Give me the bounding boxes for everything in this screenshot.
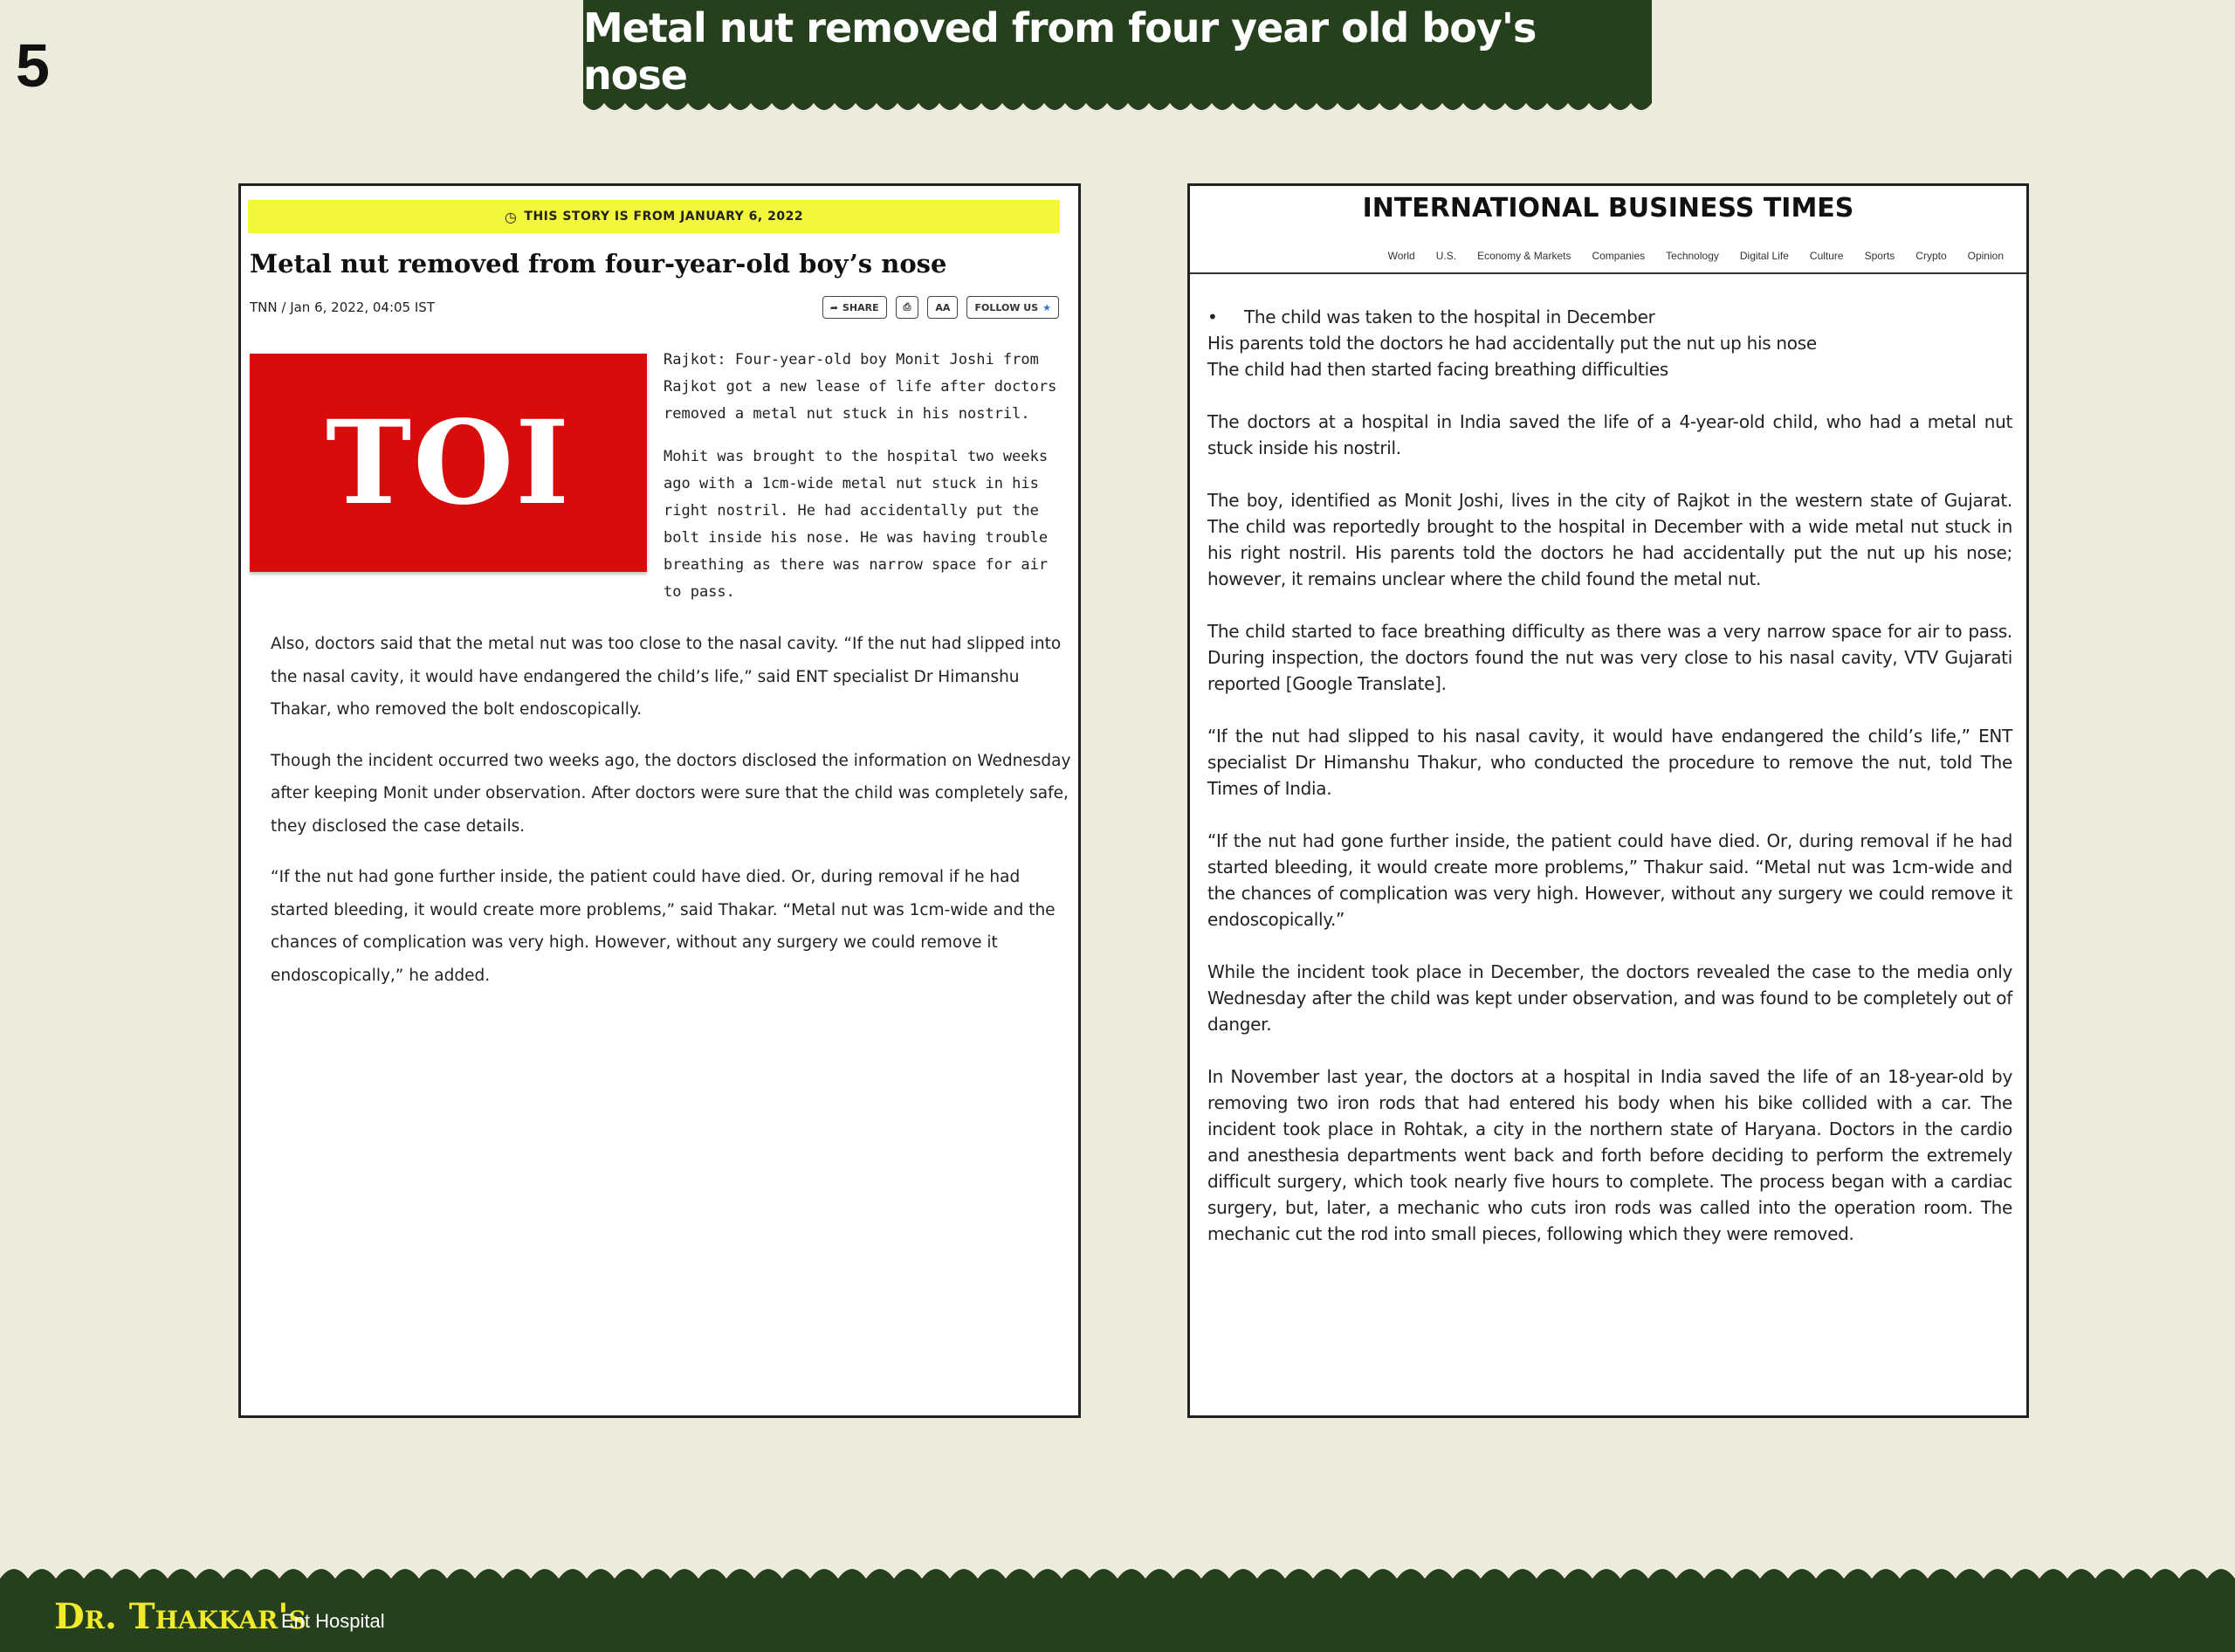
masthead-divider	[1190, 272, 2026, 274]
share-icon: ➦	[829, 301, 838, 313]
nav-item-opinion[interactable]: Opinion	[1967, 250, 2004, 262]
nav-item-us[interactable]: U.S.	[1435, 250, 1457, 262]
print-button[interactable]	[896, 296, 919, 319]
share-button[interactable]	[822, 296, 887, 319]
ibt-masthead: INTERNATIONAL BUSINESS TIMES	[1362, 193, 1854, 224]
nav-item-world[interactable]: World	[1387, 250, 1415, 262]
summary-item: • The child was taken to the hospital in December	[1207, 304, 2012, 330]
slide-title-banner	[583, 0, 1652, 103]
ibt-paragraph: “If the nut had slipped to his nasal cavity, it would have endangered the child’s life,” ENT specialist Dr Himanshu Thakur, who conducted the procedure to remove the nut, told The Times of India.	[1207, 726, 2012, 799]
font-size-label: AA	[935, 301, 951, 313]
story-date-banner	[248, 200, 1060, 233]
nav-item-sports[interactable]: Sports	[1864, 250, 1895, 262]
toi-body-paragraph: “If the nut had gone further inside, the patient could have died. Or, during removal if he had started bleeding, it would create more problems,” said Thakar. “Metal nut was 1cm-wide and the chances of complication was very high. However, without any surgery we could remove it endoscopically,” he added.	[271, 868, 1056, 985]
nav-item-crypto[interactable]: Crypto	[1915, 250, 1947, 262]
summary-item: His parents told the doctors he had accidentally put the nut up his nose	[1207, 333, 1817, 354]
toi-logo	[250, 354, 647, 572]
slide-number: 5	[16, 31, 50, 100]
toi-body	[271, 628, 1074, 1010]
footer-bar	[0, 1579, 2235, 1652]
nav-item-companies[interactable]: Companies	[1592, 250, 1646, 262]
title-wave-edge	[583, 101, 1652, 117]
toi-logo-text: TOI	[326, 395, 571, 531]
ibt-nav	[1190, 250, 2026, 271]
ibt-article-clipping	[1187, 183, 2029, 1418]
nav-item-economy-markets[interactable]: Economy & Markets	[1477, 250, 1571, 262]
toi-byline: TNN / Jan 6, 2022, 04:05 IST	[250, 299, 435, 315]
toi-headline: Metal nut removed from four-year-old boy’s nose	[250, 249, 947, 279]
ibt-paragraph: “If the nut had gone further inside, the patient could have died. Or, during removal if he had started bleeding, it would create more problems,” Thakur said. “Metal nut was 1cm-wide and the chances of complication was very high. However, without any surgery we could remove it endoscopically.”	[1207, 830, 2012, 930]
toi-intro-paragraph: Mohit was brought to the hospital two weeks ago with a 1cm-wide metal nut stuck in his right nostril. He had accidentally put the bolt inside his nose. He was having trouble breathing as there was narrow space for air to pass.	[664, 448, 1049, 601]
nav-item-technology[interactable]: Technology	[1666, 250, 1719, 262]
ibt-paragraph: In November last year, the doctors at a hospital in India saved the life of an 18-year-old by removing two iron rods that had entered his body when his bike collided with a car. The incident took place in Rohtak, a city in the northern state of Haryana. Doctors in the cardio and anesthesia departments went back and forth before deciding to perform the extremely difficult surgery, which took nearly five hours to complete. The process began with a cardiac surgery, but, later, a mechanic who cuts iron rods was called into the operation room. The mechanic cut the rod into small pieces, following which they were removed.	[1207, 1066, 2012, 1244]
font-size-button[interactable]	[927, 296, 958, 319]
ibt-summary-list	[1207, 304, 2012, 382]
story-date-text: THIS STORY IS FROM JANUARY 6, 2022	[524, 210, 804, 224]
toi-intro-paragraph: Rajkot: Four-year-old boy Monit Joshi from Rajkot got a new lease of life after doctors removed a metal nut stuck in his nostril.	[664, 351, 1057, 423]
toi-action-bar	[822, 296, 1059, 319]
footer-subtitle: Ent Hospital	[281, 1610, 385, 1632]
follow-icon: ★	[1042, 301, 1051, 313]
share-label: SHARE	[842, 301, 879, 313]
toi-intro	[664, 347, 1065, 622]
print-icon: ⎙	[903, 301, 911, 313]
summary-item: The child had then started facing breathing difficulties	[1207, 359, 1669, 380]
ibt-article-body	[1207, 304, 2012, 1273]
follow-us-label: FOLLOW US	[974, 301, 1039, 313]
nav-item-digital-life[interactable]: Digital Life	[1739, 250, 1789, 262]
clock-icon: ◷	[504, 208, 518, 225]
ibt-paragraph: While the incident took place in December, the doctors revealed the case to the media only Wednesday after the child was kept under observation, and was found to be completely out of danger.	[1207, 961, 2012, 1035]
footer-brand: Dr. Thakkar's	[54, 1596, 306, 1637]
toi-article-clipping	[238, 183, 1081, 1418]
ibt-paragraph: The boy, identified as Monit Joshi, lives in the city of Rajkot in the western state of Gujarat. The child was reportedly brought to the hospital in December with a wide metal nut stuck in his right nostril. His parents told the doctors he had accidentally put the nut up his nose; however, it remains unclear where the child found the metal nut.	[1207, 490, 2012, 589]
follow-us-button[interactable]	[966, 296, 1059, 319]
footer-wave-edge	[0, 1559, 2235, 1580]
toi-body-paragraph: Though the incident occurred two weeks ago, the doctors disclosed the information on Wednesday after keeping Monit under observation. After doctors were sure that the child was completely safe, they disclosed the case details.	[271, 751, 1071, 836]
nav-item-culture[interactable]: Culture	[1809, 250, 1844, 262]
ibt-paragraph: The child started to face breathing difficulty as there was a very narrow space for air to pass. During inspection, the doctors found the nut was very close to his nasal cavity, VTV Gujarati reported [Google Translate].	[1207, 621, 2012, 694]
slide-title: Metal nut removed from four year old boy's nose	[583, 4, 1537, 99]
toi-body-paragraph: Also, doctors said that the metal nut was too close to the nasal cavity. “If the nut had slipped into the nasal cavity, it would have endangered the child’s life,” said ENT specialist Dr Himanshu Thakar, who removed the bolt endoscopically.	[271, 635, 1062, 719]
ibt-paragraph: The doctors at a hospital in India saved the life of a 4-year-old child, who had a metal nut stuck inside his nostril.	[1207, 411, 2012, 458]
